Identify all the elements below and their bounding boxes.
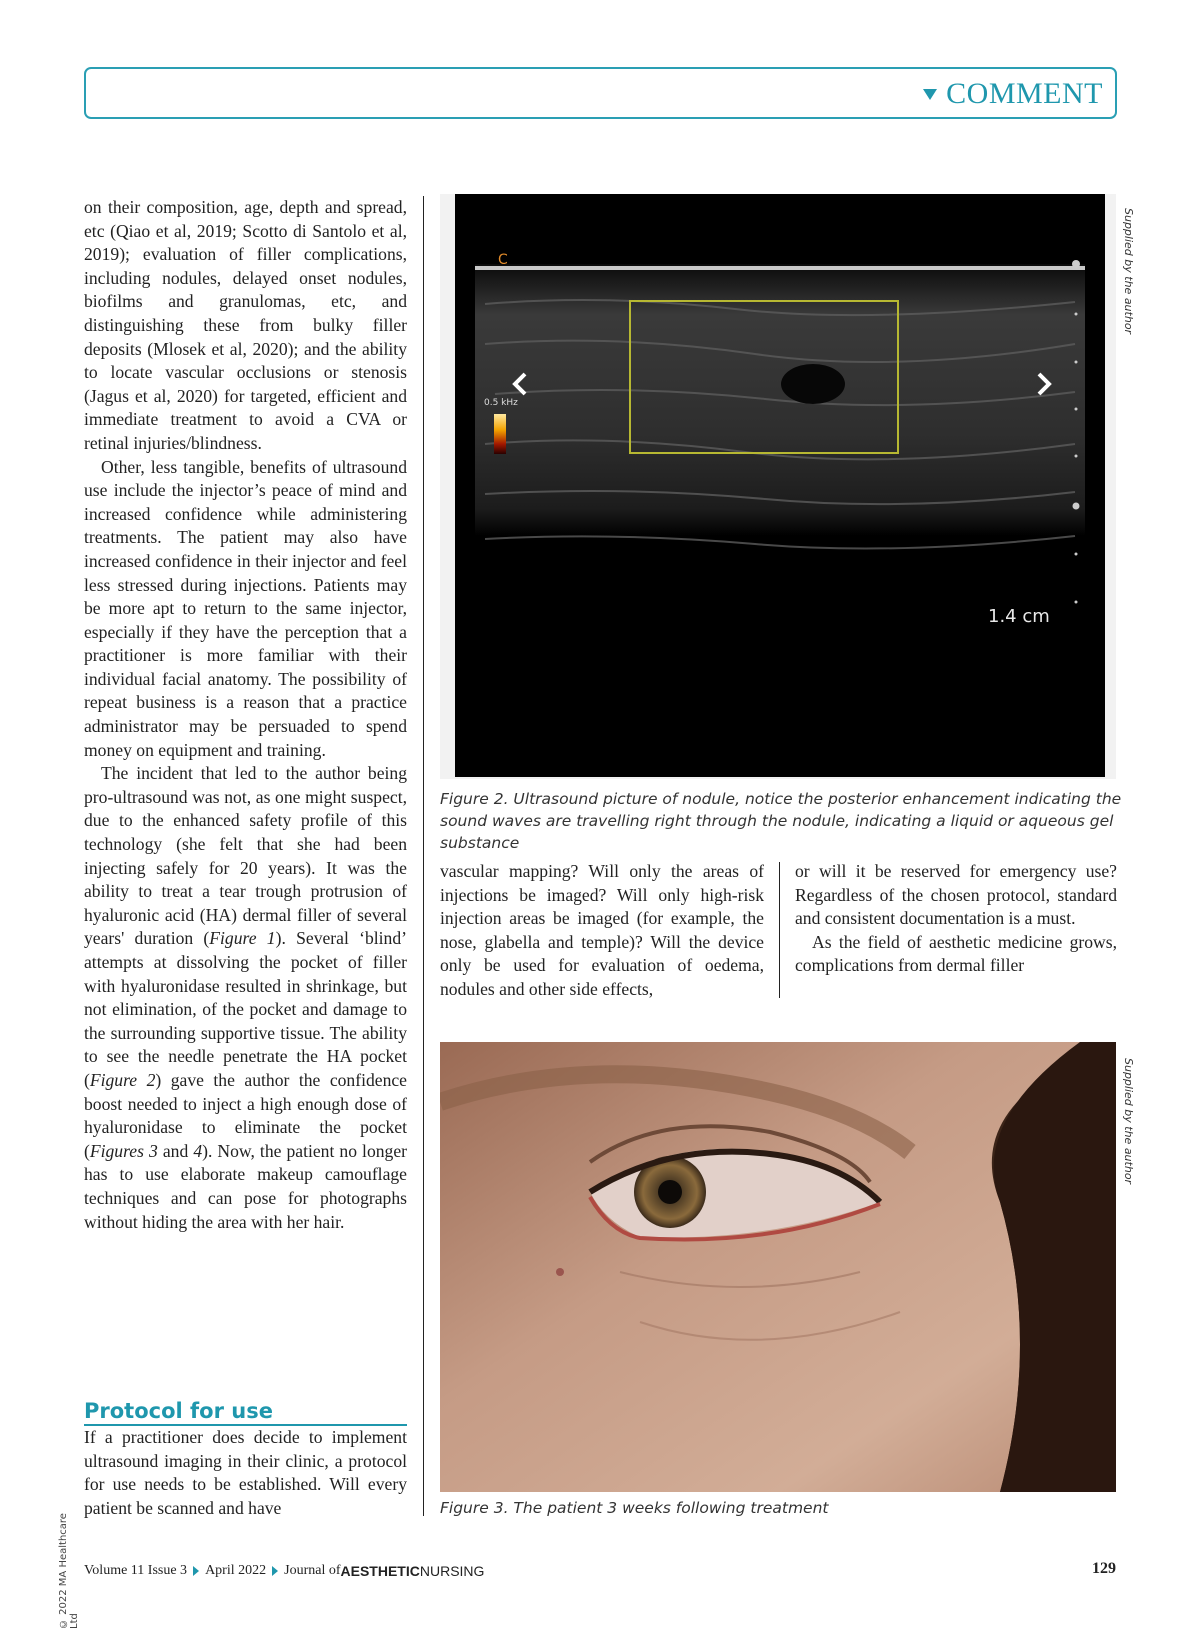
section-label: COMMENT [946,77,1103,110]
scale-label: 1.4 cm [988,606,1050,627]
right-column [795,860,1117,978]
text-run: The incident that led to the author being pro-ultrasound was not, as one might suspect, due to the enhanced safety profile of this technology (she felt that she had been injecting safely for 20 years). It was the ability to treat a tear trough protrusion of hyaluronic acid (HA) dermal filler of several years' duration ( [84,763,407,949]
section-tag [923,77,1103,111]
footer-journal-prefix: Journal of [284,1563,341,1578]
figure-caption: Figure 3. The patient 3 weeks following treatment [440,1499,829,1517]
figure-ref: Figure 1 [209,928,276,949]
figure-ref: 4 [193,1140,203,1161]
paragraph: vascular mapping? Will only the areas of injections be imaged? Will only high-risk injection areas be imaged (for example, the nose, glabella and temple)? Will the device only be used for evaluation of oedema, nodules and other side effects, [440,861,764,999]
frequency-label: 0.5 kHz [484,398,518,408]
paragraph: If a practitioner does decide to implement ultrasound imaging in their clinic, a protocol for use needs to be established. Will every patient be scanned and have [84,1427,407,1518]
triangle-down-icon [923,89,937,100]
paragraph [84,762,407,1234]
footer-journal-suffix: NURSING [419,1563,485,1579]
column-rule [779,862,780,998]
column-rule [423,196,424,1516]
arrow-right-icon [193,1566,199,1576]
paragraph: on their composition, age, depth and spread, etc (Qiao et al, 2019; Scotto di Santolo et al, 2019); evaluation of filler complications, including nodules, delayed onset nodules, biofilms and granulomas, etc, and distinguishing these from bulky filler deposits (Mlosek et al, 2020); and the ability to locate vascular occlusions or stenosis (Jagus et al, 2020) for targeted, efficient and immediate treatment to avoid a CVA or retinal injuries/blindness. [84,197,407,453]
photo-credit: Supplied by the author [1122,208,1135,335]
logo-icon: C [498,252,508,268]
text-run: ) gave the author the confidence boost needed to inject a high enough dose of hyaluronidase to eliminate the pocket ( [84,1069,407,1161]
figure-caption: Figure 2. Ultrasound picture of nodule, notice the posterior enhancement indicating the sound waves are travelling right through the nodule, indicating a liquid or aqueous gel substance [440,790,1122,852]
photo-credit: Supplied by the author [1122,1058,1135,1185]
arrow-right-icon [272,1566,278,1576]
figure-ref: Figure 2 [89,1069,156,1090]
paragraph: or will it be reserved for emergency use? Regardless of the chosen protocol, standard and consistent documentation is a must. [795,861,1117,929]
left-column [84,196,407,1234]
figure-ref: Figures 3 [89,1140,158,1161]
text-run: ). Now, the patient no longer has to use elaborate makeup camouflage techniques and can pose for photographs without hiding the area with her hair. [84,1140,408,1232]
ultrasound-image [455,194,1105,777]
paragraph: Other, less tangible, benefits of ultrasound use include the injector’s peace of mind and increased confidence while administering treatments. The patient may also have increased confidence in their injector and feel less stressed during injections. Patients may be more apt to return to the same injector, especially if they have the perception that a practitioner is more familiar with their individual facial anatomy. The possibility of repeat business is a reason that a practice administrator may be persuaded to spend money on equipment and training. [84,456,407,760]
middle-column [440,860,764,1002]
footer-date: April 2022 [205,1563,267,1578]
copyright-notice: © 2022 MA Healthcare Ltd [58,1513,80,1629]
section-header-box [84,67,1117,119]
text-run: ). Several ‘blind’ attempts at dissolving the pocket of filler with hyaluronidase resulted in shrinkage, but not elimination, of the pocket and damage to the surrounding supportive tissue. The ability to see the needle penetrate the HA pocket ( [84,928,408,1090]
section-subhead: Protocol for use [84,1398,407,1426]
page-number: 129 [1092,1560,1116,1577]
left-column-continued [84,1426,407,1520]
footer-volume: Volume 11 Issue 3 [84,1563,188,1578]
footer [84,1563,484,1579]
text-run: and [157,1140,194,1161]
paragraph: As the field of aesthetic medicine grows, complications from dermal filler [795,931,1117,976]
footer-journal-bold: AESTHETIC [340,1563,420,1579]
color-scale-bar [494,414,506,454]
patient-eye-photo [440,1042,1116,1492]
